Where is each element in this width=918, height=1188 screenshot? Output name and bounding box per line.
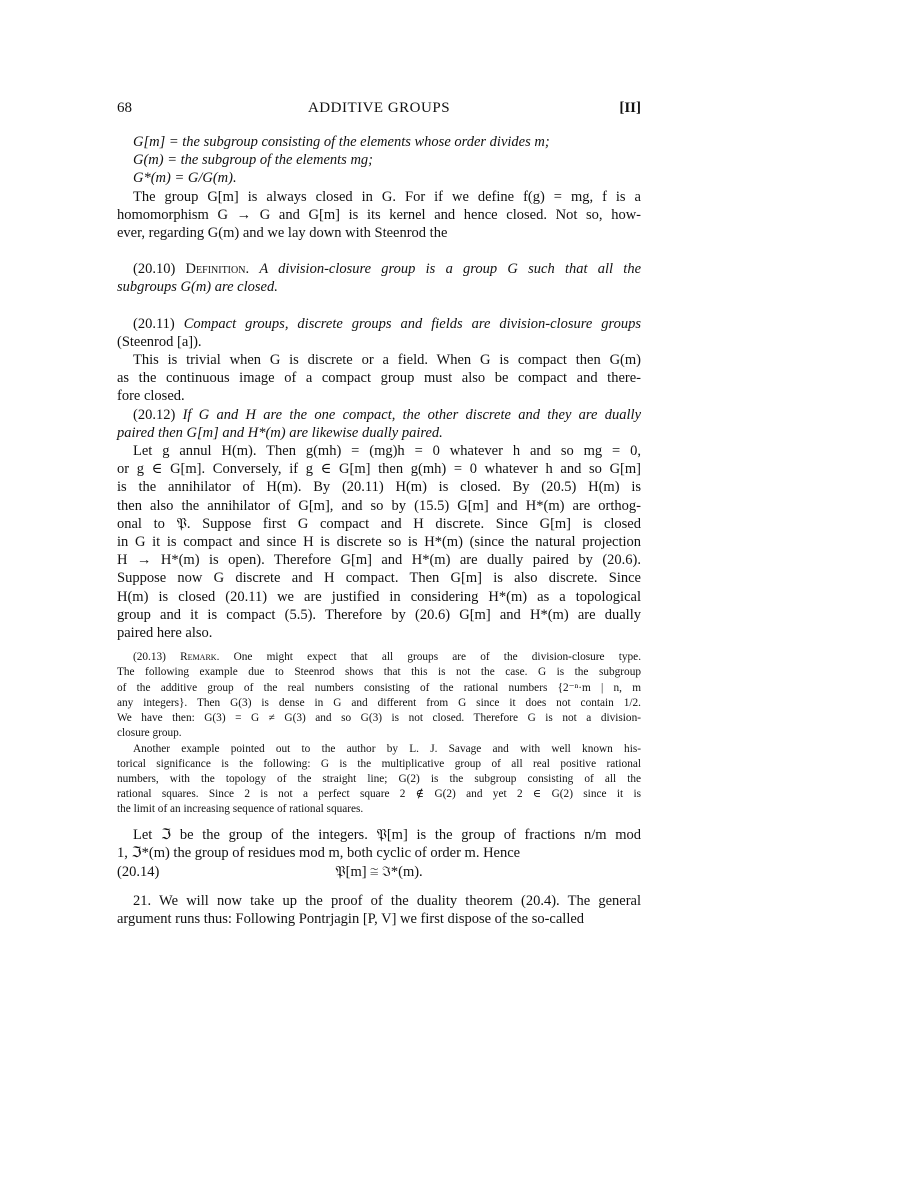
- text-line: paired here also.: [117, 625, 213, 642]
- item-number: (20.11): [133, 315, 175, 332]
- remark-2013: [117, 650, 641, 665]
- remark-text: closure group.: [117, 727, 182, 740]
- text-line: homomorphism G → G and G[m] is its kernel and hence closed. Not so, how-: [117, 206, 641, 223]
- equation-2014: [117, 862, 641, 884]
- text-line: is the annihilator of H(m). By (20.11) H(m) is closed. By (20.5) H(m) is: [117, 479, 641, 496]
- equation-body: 𝔓[m] ≅ ℑ*(m).: [335, 863, 423, 880]
- text-line: fore closed.: [117, 388, 185, 405]
- theorem-2012: [117, 406, 641, 424]
- definition-text: A division-closure group is a group G such that all the: [259, 261, 642, 278]
- book-page: [117, 95, 641, 928]
- text-line: in G it is compact and since H is discrete so is H*(m) (since the natural projection: [117, 534, 641, 551]
- remark-text: the limit of an increasing sequence of rational squares.: [117, 803, 364, 816]
- text-line: argument runs thus: Following Pontrjagin [P, V] we first dispose of the so-called: [117, 911, 585, 928]
- text-line: Let ℑ be the group of the integers. 𝔓[m] is the group of fractions n/m mod: [133, 826, 641, 843]
- text-line: The group G[m] is always closed in G. For if we define f(g) = mg, f is a: [133, 188, 641, 205]
- equation-label: (20.14): [117, 863, 160, 880]
- text-line: as the continuous image of a compact group must also be compact and there-: [117, 370, 641, 387]
- text-line: 1, ℑ*(m) the group of residues mod m, both cyclic of order m. Hence: [117, 844, 521, 861]
- definition-line: G*(m) = G/G(m).: [133, 170, 237, 187]
- text-line: then also the annihilator of G[m], and so by (15.5) G[m] and H*(m) are orthog-: [117, 497, 641, 514]
- remark-text: The following example due to Steenrod shows that this is not the case. G is the subgroup: [117, 666, 641, 679]
- remark-text: any integers}. Then G(3) is dense in G and different from G since it does not contain 1/2.: [117, 696, 641, 709]
- remark-text: torical significance is the following: G is the multiplicative group of all real positive rational: [117, 757, 641, 770]
- section-marker: [II]: [619, 100, 641, 116]
- remark-label: Remark.: [180, 651, 220, 664]
- text-line: or g ∈ G[m]. Conversely, if g ∈ G[m] then g(mh) = 0 whatever h and so G[m]: [117, 461, 641, 478]
- theorem-text: (Steenrod [a]).: [117, 333, 202, 350]
- remark-text: Another example pointed out to the author by L. J. Savage and with well known his-: [133, 742, 641, 755]
- text-line: Suppose now G discrete and H compact. Then G[m] is also discrete. Since: [117, 570, 641, 587]
- text-line: H → H*(m) is open). Therefore G[m] and H*(m) are dually paired by (20.6).: [117, 552, 641, 569]
- running-header: [117, 95, 641, 119]
- remark-text: of the additive group of the real numbers consisting of the rational numbers {2⁻ⁿ·m | n, m: [117, 681, 641, 694]
- text-line: 21. We will now take up the proof of the duality theorem (20.4). The general: [133, 892, 641, 909]
- text-line: ever, regarding G(m) and we lay down with Steenrod the: [117, 225, 448, 242]
- item-number: (20.13): [133, 651, 166, 664]
- text-line: H(m) is closed (20.11) we are justified in considering H*(m) as a topological: [117, 588, 641, 605]
- text-line: group and it is compact (5.5). Therefore by (20.6) G[m] and H*(m) are dually: [117, 606, 641, 623]
- remark-text: One might expect that all groups are of the division-closure type.: [233, 651, 642, 664]
- definition-text: subgroups G(m) are closed.: [117, 279, 278, 296]
- text-line: onal to 𝔓. Suppose first G compact and H discrete. Since G[m] is closed: [117, 515, 641, 532]
- theorem-text: paired then G[m] and H*(m) are likewise dually paired.: [117, 424, 443, 441]
- remark-text: We have then: G(3) = G ≠ G(3) and so G(3) is not closed. Therefore G is not a division-: [117, 712, 641, 725]
- remark-text: rational squares. Since 2 is not a perfect square 2 ∉ G(2) and yet 2 ∈ G(2) since it is: [117, 788, 641, 801]
- definition-line: G(m) = the subgroup of the elements mg;: [133, 152, 373, 169]
- theorem-text: Compact groups, discrete groups and fields are division-closure groups: [183, 315, 642, 332]
- text-line: Let g annul H(m). Then g(mh) = (mg)h = 0 whatever h and so mg = 0,: [133, 443, 641, 460]
- item-number: (20.10): [133, 261, 176, 278]
- text-line: This is trivial when G is discrete or a field. When G is compact then G(m): [133, 352, 641, 369]
- remark-text: numbers, with the topology of the straight line; G(2) is the subgroup consisting of all the: [117, 772, 641, 785]
- theorem-text: If G and H are the one compact, the other discrete and they are dually: [182, 406, 642, 423]
- definition-label: Definition.: [185, 261, 250, 278]
- item-number: (20.12): [133, 406, 176, 423]
- running-title: ADDITIVE GROUPS: [307, 100, 451, 116]
- definition-2010: [117, 260, 641, 278]
- theorem-2011: [117, 315, 641, 333]
- page-number: 68: [117, 100, 132, 116]
- definition-line: G[m] = the subgroup consisting of the elements whose order divides m;: [133, 134, 550, 150]
